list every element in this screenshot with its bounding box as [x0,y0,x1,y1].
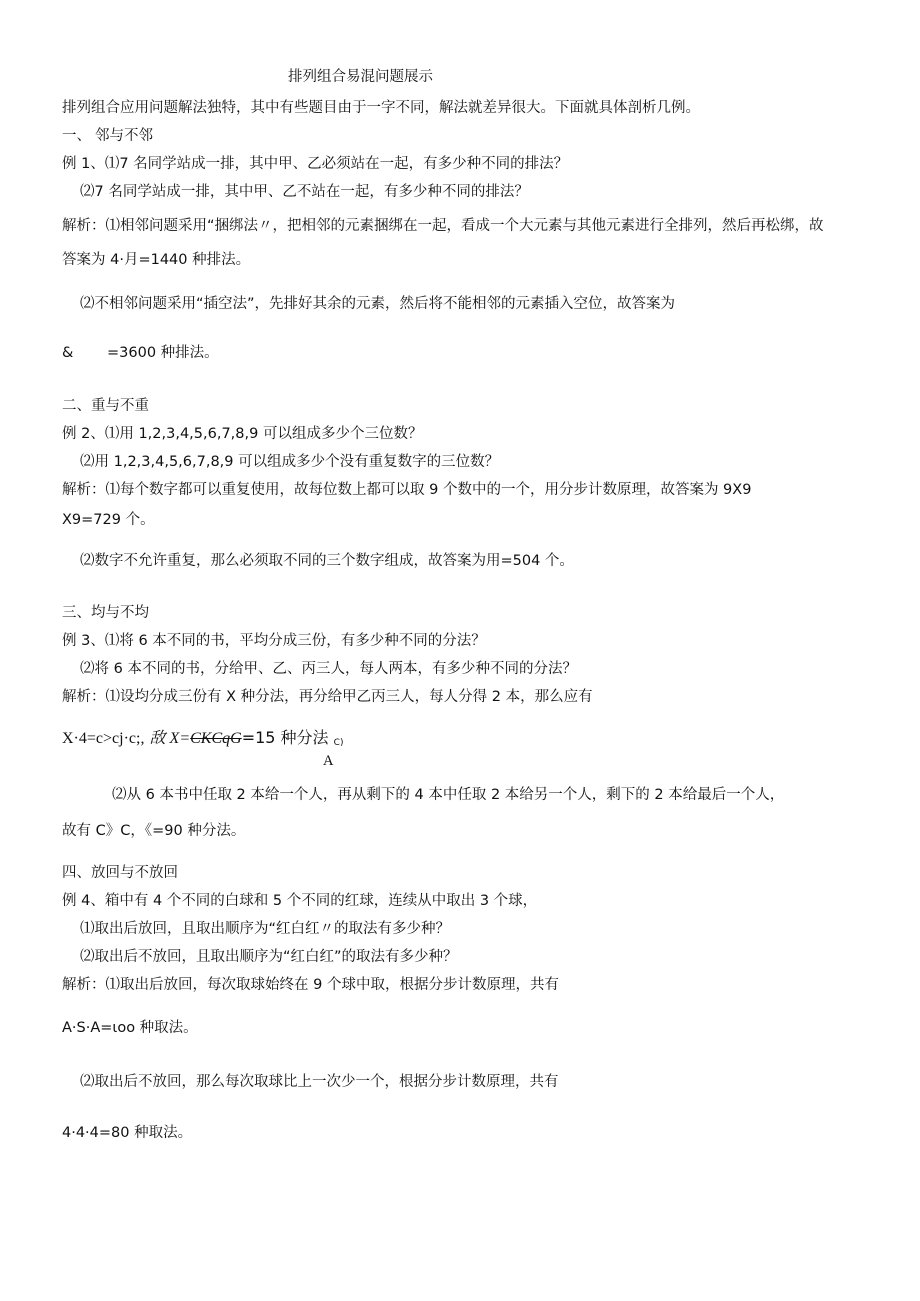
example-3-question-2: ⑵将 6 本不同的书，分给甲、乙、丙三人，每人两本，有多少种不同的分法？ [80,661,577,677]
example-1-solution-line-4: =3600 种排法。 [107,345,219,361]
example-3-solution-line-2: ⑵从 6 本书中任取 2 本给一个人，再从剩下的 4 本中任取 2 本给另一个人，剩下的 2 本给最后一个人， [112,787,785,803]
formula-part-3: CKCqG [190,730,242,747]
example-3-solution-line-3: 故有 C》C，《=90 种分法。 [62,823,246,839]
section-2-heading: 二、重与不重 [62,398,149,414]
page-title: 排列组合易混问题展示 [288,69,433,85]
example-3-question-1: 例 3、⑴将 6 本不同的书，平均分成三份，有多少种不同的分法？ [62,633,486,649]
example-4-solution-line-4: 4·4·4=80 种取法。 [62,1125,193,1141]
example-4-question-2: ⑵取出后不放回，且取出顺序为“红白红”的取法有多少种？ [80,949,458,965]
example-4-question: 例 4、箱中有 4 个不同的白球和 5 个不同的红球，连续从中取出 3 个球， [62,893,538,909]
example-1-question-2: ⑵7 名同学站成一排，其中甲、乙不站在一起，有多少种不同的排法？ [80,184,529,200]
section-1-number: 一、 [62,128,91,144]
formula-subscript: C) [333,738,344,748]
example-4-solution-line-1: 解析：⑴取出后放回，每次取球始终在 9 个球中取，根据分步计数原理，共有 [62,977,559,993]
example-3-formula [62,728,343,753]
example-1-solution-line-1: 解析：⑴相邻问题采用“捆绑法〃，把相邻的元素捆绑在一起，看成一个大元素与其他元素进行全排列，然后再松绑，故 [62,218,824,234]
example-4-solution-line-3: ⑵取出后不放回，那么每次取球比上一次少一个，根据分步计数原理，共有 [80,1074,559,1090]
formula-part-2: 敌 X= [149,730,191,747]
example-1-formula-symbol: & [62,345,74,361]
formula-part-1: X·4=c>cj·c;, [62,730,145,747]
section-1-heading: 邻与不邻 [95,128,153,144]
example-4-solution-line-2: A·S·A=ιoo 种取法。 [62,1020,198,1036]
formula-denominator: A [323,753,334,769]
example-4-question-1: ⑴取出后放回，且取出顺序为“红白红〃的取法有多少种？ [80,921,451,937]
example-2-question-2: ⑵用 1,2,3,4,5,6,7,8,9 可以组成多少个没有重复数字的三位数？ [80,454,500,470]
example-2-solution-line-3: ⑵数字不允许重复，那么必须取不同的三个数字组成，故答案为用=504 个。 [80,553,574,569]
example-1-solution-line-3: ⑵不相邻问题采用“插空法”，先排好其余的元素，然后将不能相邻的元素插入空位，故答案为 [80,296,676,312]
example-2-question-1: 例 2、⑴用 1,2,3,4,5,6,7,8,9 可以组成多少个三位数？ [62,426,423,442]
example-3-solution-line-1: 解析：⑴设均分成三份有 X 种分法，再分给甲乙丙三人，每人分得 2 本，那么应有 [62,689,593,705]
example-2-solution-line-2: X9=729 个。 [62,512,155,528]
formula-part-4: =15 种分法 [241,728,329,747]
example-1-question-1: 例 1、⑴7 名同学站成一排，其中甲、乙必须站在一起，有多少种不同的排法？ [62,156,569,172]
example-2-solution-line-1: 解析：⑴每个数字都可以重复使用，故每位数上都可以取 9 个数中的一个，用分步计数原理，故答案为 9X9 [62,482,752,498]
intro-paragraph: 排列组合应用问题解法独特，其中有些题目由于一字不同，解法就差异很大。下面就具体剖析几例。 [62,100,700,116]
example-1-solution-line-2: 答案为 4·月=1440 种排法。 [62,252,251,268]
section-3-heading: 三、均与不均 [62,605,149,621]
section-4-heading: 四、放回与不放回 [62,865,178,881]
